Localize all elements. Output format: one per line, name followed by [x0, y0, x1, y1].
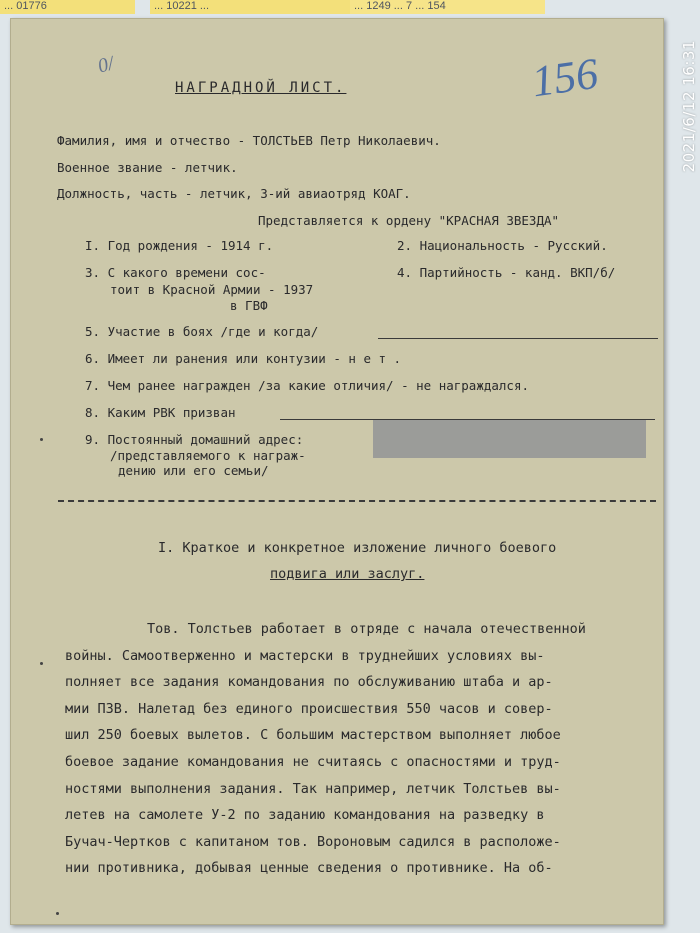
body-line: ностями выполнения задания. Так например, летчик Толстьев вы- — [65, 780, 561, 797]
body-line: полняет все задания командования по обслуживанию штаба и ар- — [65, 674, 553, 691]
margin-speck — [40, 438, 43, 441]
battles-blank-line — [378, 338, 658, 339]
item-battles: 5. Участие в боях /где и когда/ — [85, 324, 319, 339]
field-award: Представляется к ордену "КРАСНАЯ ЗВЕЗДА" — [258, 213, 560, 228]
body-line: летев на самолете У-2 по заданию командования на разведку в — [65, 807, 545, 824]
item-service-start-2: тоит в Красной Армии - 1937 — [110, 282, 314, 297]
top-tape-left — [0, 0, 135, 14]
body-text — [65, 616, 657, 882]
top-tape-middle — [150, 0, 350, 14]
document-title: НАГРАДНОЙ ЛИСТ. — [175, 80, 347, 96]
body-line: нии противника, добывая ценные сведения о противнике. На об- — [65, 860, 553, 877]
item-wounds: 6. Имеет ли ранения или контузии - н е т . — [85, 351, 402, 366]
field-rank: Военное звание - летчик. — [57, 160, 238, 175]
item-rvk: 8. Каким РВК призван — [85, 405, 236, 420]
item-service-start-3: в ГВФ — [230, 298, 268, 313]
item-address-2: /представляемого к награж- — [110, 448, 306, 463]
body-line: Бучач-Чертков с капитаном тов. Вороновым садился в расположе- — [65, 833, 561, 850]
item-prior-awards: 7. Чем ранее награжден /за какие отличия/ - не награждался. — [85, 378, 530, 393]
field-name: Фамилия, имя и отчество - ТОЛСТЬЕВ Петр Николаевич. — [57, 133, 441, 148]
item-party: 4. Партийность - канд. ВКП/б/ — [397, 265, 616, 280]
field-position: Должность, часть - летчик, 3-ий авиаотряд КОАГ. — [57, 186, 411, 201]
body-line: войны. Самоотверженно и мастерски в труднейших условиях вы- — [65, 647, 545, 664]
section-divider — [58, 500, 656, 502]
margin-speck — [40, 662, 43, 665]
redacted-address-block — [373, 420, 646, 458]
top-tape-right — [350, 0, 545, 14]
section-subtitle: подвига или заслуг. — [270, 566, 425, 582]
tape-text-left: ... 01776 — [4, 0, 47, 12]
item-birth-year: I. Год рождения - 1914 г. — [85, 238, 274, 253]
item-address-1: 9. Постоянный домашний адрес: — [85, 432, 304, 447]
tape-text-middle: ... 10221 ... — [154, 0, 210, 12]
item-service-start-1: 3. С какого времени сос- — [85, 265, 266, 280]
body-line: Тов. Толстьев работает в отряде с начала отечественной — [147, 621, 586, 637]
pencil-mark: 0/ — [95, 52, 117, 78]
item-address-3: дению или его семьи/ — [118, 463, 269, 478]
tape-text-right: ... 1249 ... 7 ... 154 — [354, 0, 446, 12]
body-line: мии ПЗВ. Налетад без единого происшествия 550 часов и совер- — [65, 700, 553, 717]
item-nationality: 2. Национальность - Русский. — [397, 238, 608, 253]
date-stamp: 2021/6/12 16:31 — [680, 40, 698, 173]
section-title: I. Краткое и конкретное изложение личного боевого — [158, 540, 557, 556]
body-line: шил 250 боевых вылетов. С большим мастерством выполняет любое — [65, 727, 561, 744]
pencil-number: 156 — [528, 48, 602, 107]
margin-speck — [56, 912, 59, 915]
body-line: боевое задание командования не считаясь с опасностями и труд- — [65, 753, 561, 770]
